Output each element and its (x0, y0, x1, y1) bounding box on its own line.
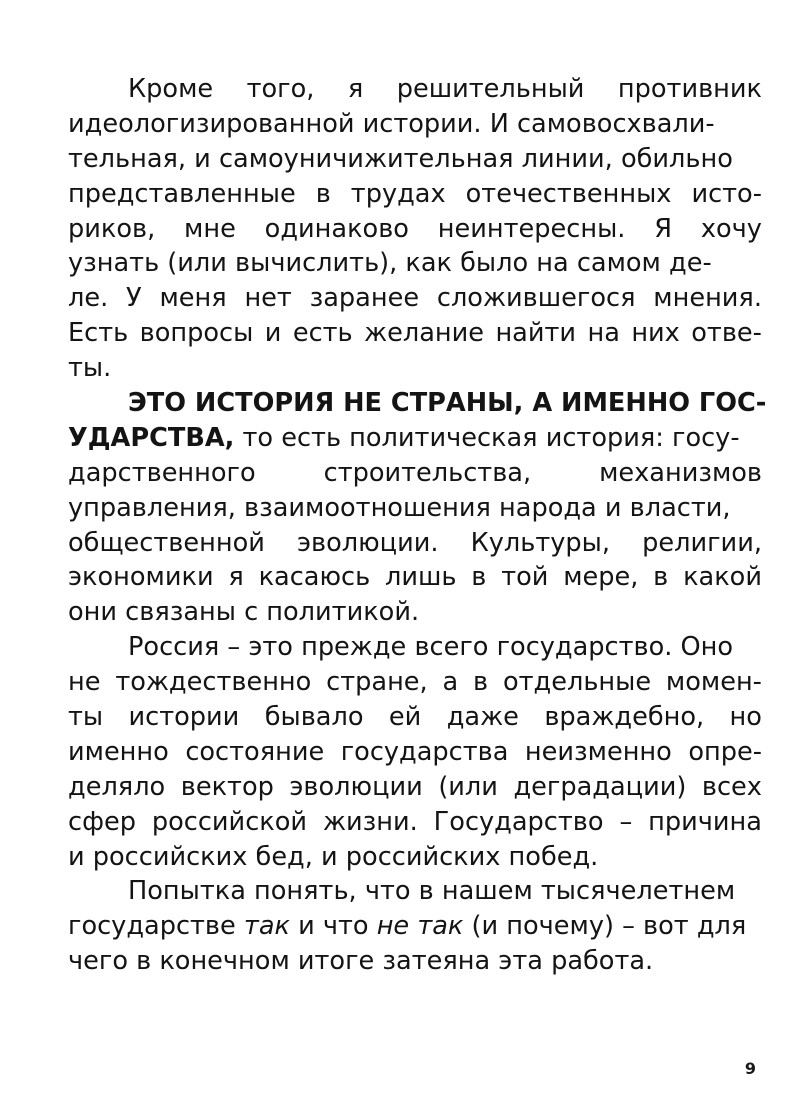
word: общественной (68, 527, 265, 558)
word: какой (683, 562, 762, 593)
word: заранее (309, 283, 420, 314)
text-line (68, 177, 762, 212)
word: той (501, 562, 549, 593)
word: ей (388, 702, 422, 733)
text-line (68, 212, 762, 247)
text-line-with-italics (68, 909, 762, 944)
word: Есть (68, 318, 129, 349)
word: Кроме (128, 74, 214, 104)
text-line (68, 421, 762, 456)
word: того, (246, 74, 315, 104)
word: а (442, 667, 459, 698)
word: строительства, (323, 457, 532, 488)
text-line (68, 735, 762, 770)
word: мнения. (653, 283, 762, 314)
text-line (68, 456, 762, 491)
italic-emphasis: не так (376, 911, 464, 942)
word: риков, (68, 213, 156, 244)
word: сфер (68, 806, 136, 837)
word: в (473, 667, 489, 698)
word: механизмов (599, 457, 762, 488)
word: решительный (396, 74, 585, 104)
word: тождественно (115, 667, 312, 698)
word: Государство (433, 806, 604, 837)
word: не (68, 667, 101, 698)
page-number: 9 (744, 1059, 756, 1078)
word: в (653, 562, 669, 593)
word: сложившегося (436, 283, 636, 314)
word: я (347, 74, 364, 104)
word: меня (159, 283, 227, 314)
bold-lead-in: УДАРСТВА, (68, 422, 235, 453)
text-line (68, 281, 762, 316)
body-text (68, 72, 767, 979)
word: деляло (68, 771, 166, 802)
word: исто- (691, 178, 762, 209)
word: хочу (700, 213, 762, 244)
text-line: они связаны с политикой. (68, 597, 420, 628)
word: эволюции. (296, 527, 439, 558)
word: в (471, 562, 487, 593)
word: есть (292, 318, 353, 349)
word: на (587, 318, 620, 349)
word: эволюции (289, 771, 423, 802)
text-line: Россия – это прежде всего государство. Оно (128, 632, 734, 663)
text-line: идеологизированной истории. И самовосхвали- (68, 108, 715, 139)
text-line-bold-heading: ЭТО ИСТОРИЯ НЕ СТРАНЫ, А ИМЕННО ГОС- (128, 388, 767, 419)
text-line (68, 665, 762, 700)
word: касаюсь (258, 562, 371, 593)
text-line (68, 316, 762, 351)
word-run: государстве (68, 911, 244, 942)
word: момен- (665, 667, 762, 698)
text-line (68, 72, 762, 107)
italic-emphasis: так (243, 911, 290, 942)
text-line (68, 700, 762, 735)
word-run: то есть политическая история: госу- (234, 422, 740, 453)
word: ле. (68, 283, 109, 314)
text-line: Попытка понять, что в нашем тысячелетнем (128, 876, 736, 907)
word: неизменно (524, 736, 672, 767)
word: Культуры, (470, 527, 611, 558)
word: отдельные (502, 667, 652, 698)
word: представленные (68, 178, 296, 209)
word: противник (617, 74, 762, 104)
word: жизни. (322, 806, 418, 837)
word: всех (701, 771, 762, 802)
word: государства (340, 736, 509, 767)
text-line (68, 560, 762, 595)
word: бывало (264, 702, 364, 733)
word: найти (495, 318, 577, 349)
word: даже (446, 702, 519, 733)
word: неинтересны. (437, 213, 626, 244)
word: но (729, 702, 762, 733)
word: в (315, 178, 331, 209)
word: желание (364, 318, 485, 349)
text-line: управления, взаимоотношения народа и власти, (68, 492, 731, 523)
word: нет (244, 283, 292, 314)
word: мне (184, 213, 236, 244)
word: стране, (326, 667, 428, 698)
word: деградации) (513, 771, 687, 802)
text-line (68, 526, 762, 561)
word: опре- (688, 736, 762, 767)
word: – (619, 806, 633, 837)
word-run: (и почему) – вот для (463, 911, 747, 942)
word: вектор (180, 771, 274, 802)
word: лишь (385, 562, 457, 593)
word: Я (654, 213, 673, 244)
word: вопросы (139, 318, 254, 349)
text-line: чего в конечном итоге затеяна эта работа. (68, 946, 654, 977)
word: ты (68, 702, 104, 733)
text-line (68, 805, 762, 840)
text-line: и российских бед, и российских побед. (68, 841, 599, 872)
text-line: тельная, и самоуничижительная линии, обильно (68, 143, 733, 174)
word: мере, (563, 562, 639, 593)
word: состояние (185, 736, 325, 767)
word: российской (151, 806, 308, 837)
word: одинаково (264, 213, 409, 244)
word: них (631, 318, 680, 349)
word: враждебно, (544, 702, 705, 733)
text-line: ты. (68, 353, 112, 384)
word: трудах (350, 178, 446, 209)
word: У (126, 283, 142, 314)
text-line (68, 770, 762, 805)
word: отве- (691, 318, 762, 349)
word: я (228, 562, 244, 593)
word: истории (128, 702, 240, 733)
word: отечественных (465, 178, 672, 209)
word: экономики (68, 562, 214, 593)
word: причина (648, 806, 762, 837)
word: и (264, 318, 282, 349)
word: религии, (642, 527, 762, 558)
word-run: и что (289, 911, 377, 942)
word: дарственного (68, 457, 256, 488)
word: (или (438, 771, 498, 802)
text-line: узнать (или вычислить), как было на самом де- (68, 248, 712, 279)
word: именно (68, 736, 169, 767)
